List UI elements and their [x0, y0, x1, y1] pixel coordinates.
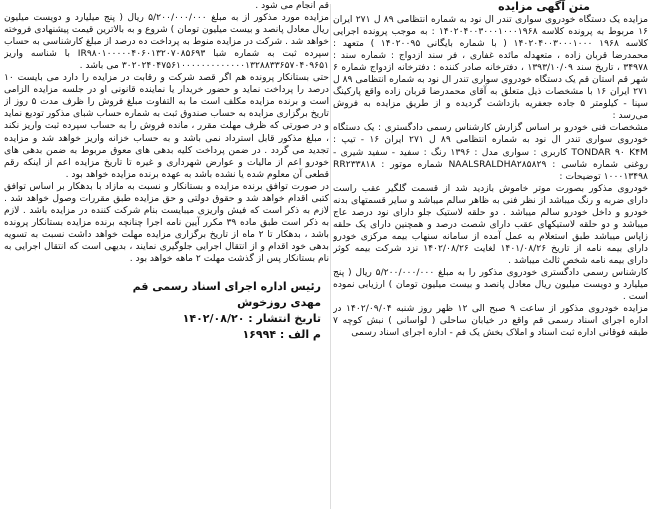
starting-price-paragraph: مزایده مورد مذکور از به مبلغ ۵/۲۰۰/۰۰۰/۰۰۰ ریال ( پنج میلیارد و دویست میلیون ریال معادل پانصد و بیست میلیون تومان ) شروع و به بالاترین قیمت پیشنهادی فروخته خواهد شد . شرکت در مزایده منوط به پرداخت ده درصد از مبلغ کارشناسی به حساب سپرده ثبت به شماره شبا IR۹۸۰۱۰۰۰۰۰۴۰۶۰۱۳۲۰۷۰۸۵۶۹۳ با شناسه واریز ۳۰۲۰۲۴۰۴۷۵۶۱۰۰۰۰۰۰۰۰۰۰۰۰۰۱۳۲۸۸۳۳۶۵۷۰۴۰۹۶۵۱ می باشد . — [4, 12, 329, 72]
office-title: رئیس اداره اجرای اسناد رسمی قم — [132, 280, 321, 294]
auction-notice-right-column — [333, 0, 648, 509]
auction-notice-left-column — [4, 0, 329, 509]
deposit-rules-paragraph: حتی بستانکار پرونده هم اگر قصد شرکت و رقابت در مزایده را دارد می بایست ۱۰ درصد را پرداخت نماید و حضور خریدار یا نماینده قانونی او در جلسه مزایده الزامی است و برنده مزایده مکلف است ما به التفاوت مبلغ فروش را ظرف مدت ۵ روز از تاریخ برگزاری مزایده به حساب صندوق ثبت به شماره حساب شبای مذکور تودیع نماید و در صورتی که ظرف مهلت مقرر ، مانده فروش را به حساب سپرده ثبت واریز نکند ، مبلغ مذکور قابل استرداد نمی باشد و به حساب خزانه واریز خواهد شد و مزایده تجدید می گردد . در ضمن پرداخت کلیه بدهی های معوق مربوط به ضمن بدهی های خودرو اعم از مالیات و عوارض شهرداری و غیره تا تاریخ مزایده اعم از اینکه رقم قطعی آن معلوم شده یا نشده باشد به عهده برنده مزایده خواهد بود . — [4, 72, 329, 180]
column-divider — [330, 4, 331, 509]
creditor-terms-paragraph: در صورت توافق برنده مزایده و بستانکار و نسبت به مازاد با بدهکار بر اساس توافق کتبی اقدام خواهد شد و حقوق دولتی و حق مزایده طبق مقررات وصول خواهد شد . لازم به ذکر است که فیش واریزی میبایست بنام شرکت کننده در مزایده باشد . لازم به ذکر است طبق ماده ۳۹ مکرر آیین نامه اجرا چنانچه برنده مزایده بستانکار پرونده باشد ، بدهکار تا ۲ ماه از تاریخ برگزاری مزایده مهلت خواهد داشت نسبت به تسویه بدهی خود اقدام و از انتقال اجرایی جلوگیری نمایند ، بدیهی است که انتقال اجرایی به نام بستانکار پس از گذشت مهلت ۲ ماهه خواهد بود . — [4, 180, 329, 264]
valuation-paragraph: کارشناس رسمی دادگستری خودروی مذکور را به مبلغ ۵/۲۰۰/۰۰۰/۰۰۰ ریال ( پنج میلیارد و دویست میلیون ریال معادل پانصد و بیست میلیون تومان ) ارزیابی نموده است . — [333, 266, 648, 303]
reference-code: م الف : ۱۶۹۹۴ — [242, 328, 321, 342]
notice-title: متن آگهی مزایده — [498, 0, 590, 13]
publish-date: تاریخ انتشار : ۱۴۰۲/۰۸/۲۰ — [182, 312, 321, 326]
location-continuation: قم انجام می شود . — [255, 0, 329, 11]
signature-block — [4, 279, 329, 343]
auction-time-paragraph: مزایده خودروی مذکور از ساعت ۹ صبح الی ۱۲ ظهر روز شنبه ۱۴۰۲/۰۹/۰۴ در اداره اجرای اسناد رسمی قم واقع در خیابان ساحلی ( لواسانی ) نبش کوچه ۷ طبقه فوقانی اداره ثبت اسناد و املاک بخش یک قم - اداره اجرای اسناد رسمی — [333, 303, 648, 339]
vehicle-condition-paragraph: خودروی مذکور بصورت موتر خاموش بازدید شد از قسمت گلگیر عقب راست دارای ضربه و رنگ میباشد از نظر فنی به ظاهر سالم میباشد و سایر قسمتهای بدنه خودرو و داخل خودرو سالم میباشد . دو حلقه لاستیک جلو دارای نود درصد عاج میباشد و دو حلقه لاستیکهای عقب دارای شصت درصد و همچنین دارای یک حلقه زاپاس میباشد طبق استعلام به عمل آمده از سامانه سنهاب بیمه مرکزی خودرو دارای بیمه نامه از تاریخ ۱۴۰۱/۰۸/۲۶ لغایت ۱۴۰۲/۰۸/۲۶ نزد شرکت بیمه کوثر دارای بیمه نامه شخص ثالث میباشد . — [333, 182, 648, 266]
vehicle-specs-paragraph: مشخصات فنی خودرو بر اساس گزارش کارشناس رسمی دادگستری : یک دستگاه خودروی سواری تندر ال نود به شماره انتظامی ۸۹ ل ۲۷۱ ایران ۱۶ - تیپ : TONDAR ۹۰ K۴M کاربری : سواری مدل : ۱۳۹۶ رنگ : سفید - سفید شیری - روغنی شماره شاسی : NAALSRALDHA۲۸۵۸۲۹ شماره موتور : RR۲۳۳۸۱۸ ۱۰۰۰۱۳۴۹۸ توضیحات : — [333, 122, 648, 182]
notice-intro-paragraph: مزایده یک دستگاه خودروی سواری تندر ال نود به شماره انتظامی ۸۹ ل ۲۷۱ ایران ۱۶ مربوط به پرونده کلاسه ۱۴۰۲۰۴۰۰۳۰۰۰۱۰۰۰۱۹۶۸ : به موجب پرونده اجرایی کلاسه ۱۹۶۸ ۱۴۰۲۰۴۰۰۳۰۰۰۱۰۰۰ ( با شماره بایگانی ۱۴۰۲۰۰۹۵ ) متعهد : محمدرضا قربان زاده ، متعهدله مائده غفاری ، فر سند ازدواج : شماره سند : ۳۴۹۷۸ ، تاریخ سند ۱۳۹۳/۱۰/۰۹ ، دفترخانه صادر کننده : دفترخانه ازدواج شماره ۶ شهر قم استان قم یک دستگاه خودروی سواری تندر ال نود به شماره انتظامی ۸۹ ل ۲۷۱ ایران ۱۶ با مشخصات ذیل متعلق به آقای محمدرضا قربان زاده واقع پارکینگ سپنا - کیلومتر ۵ جاده جعفریه بازداشت گردیده و از طریق مزایده به فروش می‌رسد : — [333, 14, 648, 122]
signatory-name: مهدی روزخوش — [237, 296, 321, 310]
